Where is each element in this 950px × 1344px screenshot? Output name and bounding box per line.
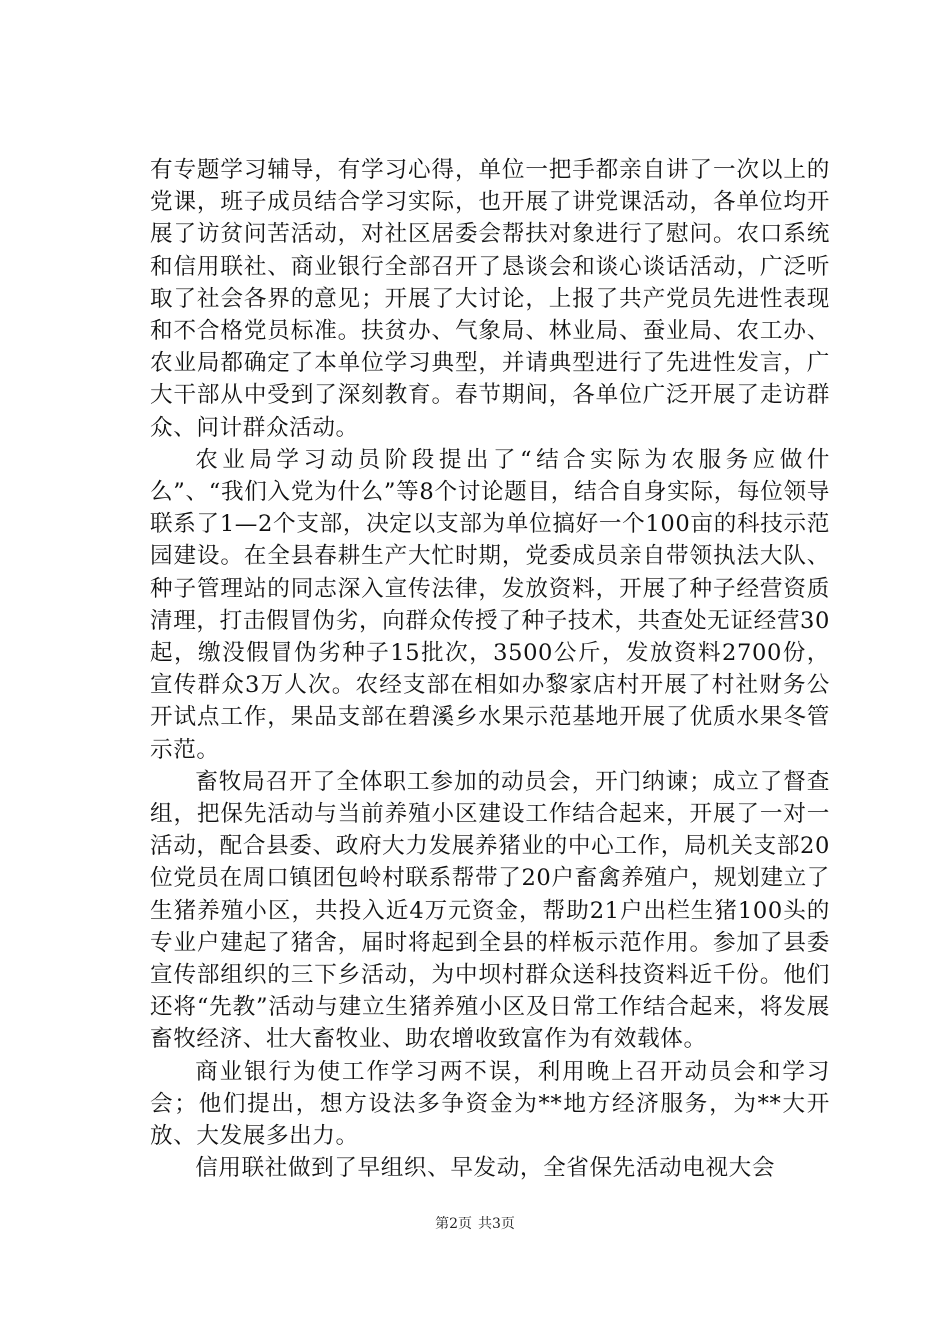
- paragraph-agriculture-bureau: 农业局学习动员阶段提出了“结合实际为农服务应做什么”、“我们入党为什么”等8个讨论题目，结合自身实际，每位领导联系了1—2个支部，决定以支部为单位搞好一个100亩的科技示范园建设。在全县春耕生产大忙时期，党委成员亲自带领执法大队、种子管理站的同志深入宣传法律，发放资料，开展了种子经营资质清理，打击假冒伪劣，向群众传授了种子技术，共查处无证经营30起，缴没假冒伪劣种子15批次，3500公斤，发放资料2700份，宣传群众3万人次。农经支部在相如办黎家店村开展了村社财务公开试点工作，果品支部在碧溪乡水果示范基地开展了优质水果冬管示范。: [150, 446, 830, 763]
- paragraph-animal-husbandry-bureau: 畜牧局召开了全体职工参加的动员会，开门纳谏；成立了督查组，把保先活动与当前养殖小区建设工作结合起来，开展了一对一活动，配合县委、政府大力发展养猪业的中心工作，局机关支部20位党员在周口镇团包岭村联系帮带了20户畜禽养殖户，规划建立了生猪养殖小区，共投入近4万元资金，帮助21户出栏生猪100头的专业户建起了猪舍，届时将起到全县的样板示范作用。参加了县委宣传部组织的三下乡活动，为中坝村群众送科技资料近千份。他们还将“先教”活动与建立生猪养殖小区及日常工作结合起来，将发展畜牧经济、壮大畜牧业、助农增收致富作为有效载体。: [150, 768, 830, 1053]
- document-body: [150, 154, 830, 1185]
- paragraph-credit-union: 信用联社做到了早组织、早发动，全省保先活动电视大会: [195, 1155, 776, 1182]
- paragraph-commercial-bank: 商业银行为使工作学习两不误，利用晚上召开动员会和学习会；他们提出，想方设法多争资金为**地方经济服务，为**大开放、大发展多出力。: [150, 1058, 830, 1150]
- page-footer: [0, 1215, 950, 1233]
- page-total: 共3页: [478, 1216, 515, 1232]
- page-number: 第2页: [435, 1216, 472, 1232]
- paragraph-continued: 有专题学习辅导，有学习心得，单位一把手都亲自讲了一次以上的党课，班子成员结合学习实际，也开展了讲党课活动，各单位均开展了访贫问苦活动，对社区居委会帮扶对象进行了慰问。农口系统和信用联社、商业银行全部召开了恳谈会和谈心谈话活动，广泛听取了社会各界的意见；开展了大讨论，上报了共产党员先进性表现和不合格党员标准。扶贫办、气象局、林业局、蚕业局、农工办、农业局都确定了本单位学习典型，并请典型进行了先进性发言，广大干部从中受到了深刻教育。春节期间，各单位广泛开展了走访群众、问计群众活动。: [150, 157, 830, 441]
